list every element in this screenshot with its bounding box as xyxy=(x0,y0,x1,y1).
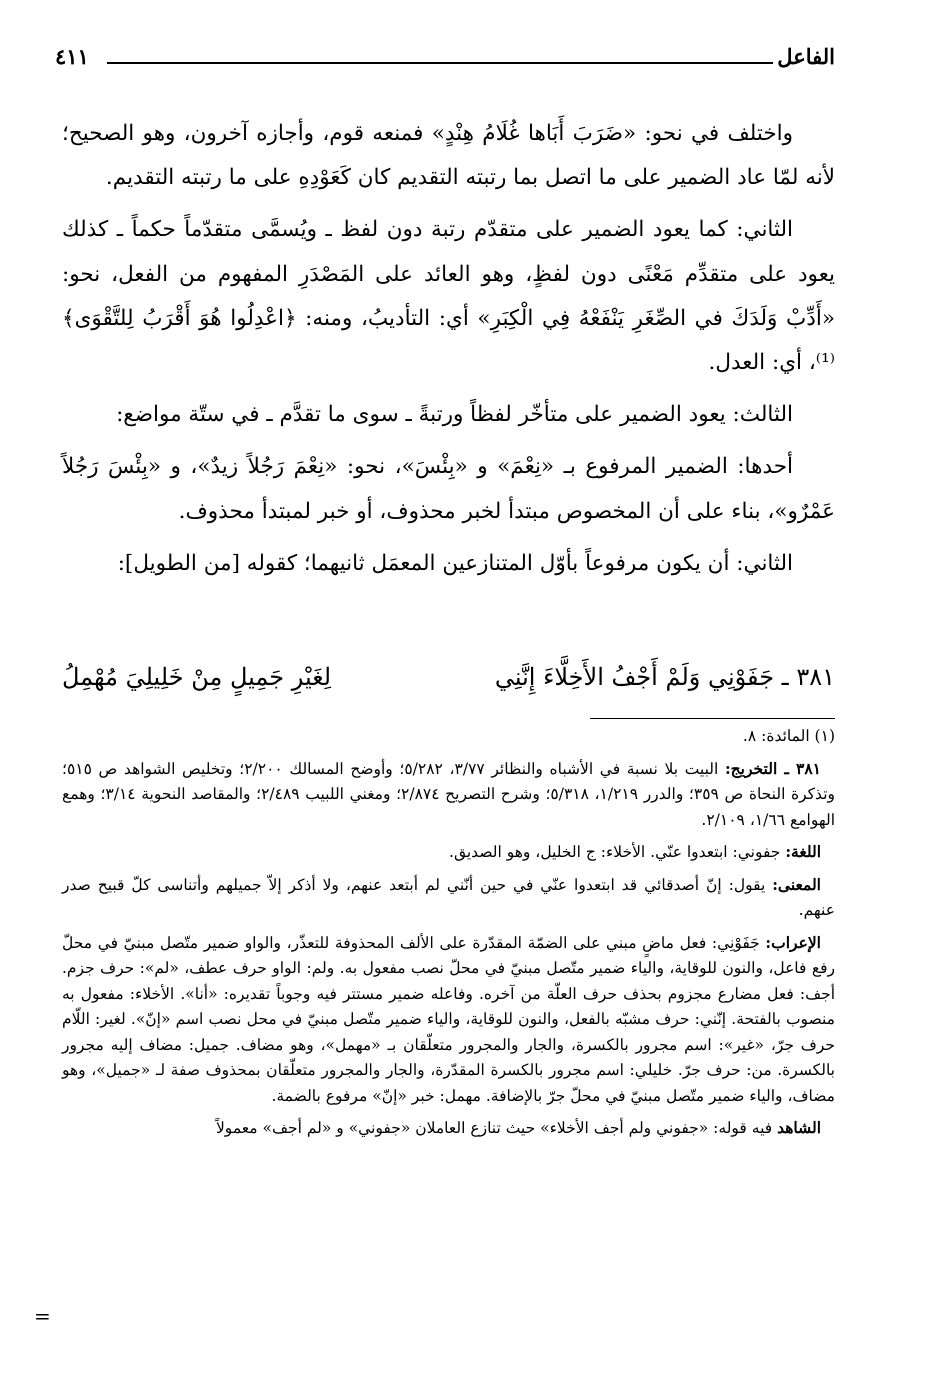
note-maana xyxy=(62,872,835,924)
note-shahid xyxy=(62,1115,835,1142)
paragraph-third: الثالث: يعود الضمير على متأخّر لفظاً ورتبةً ـ سوى ما تقدَّم ـ في ستّة مواضع: xyxy=(116,402,793,428)
paragraph-ikhtilaf: واختلف في نحو: «ضَرَبَ أَبَاها غُلَامُ هِنْدٍ» فمنعه قوم، وأجازه آخرون، وهو الصحيح؛ لأنه لمّا عاد الضمير على ما اتصل بما رتبته التقديم كان كَعَوْدِهِ على ما رتبته التقديم. xyxy=(62,121,835,191)
header-rule xyxy=(107,62,773,64)
note-irab xyxy=(62,930,835,1110)
verse-second-hemistich: لِغَيْرِ جَمِيلٍ مِنْ خَلِيلِيَ مُهْمِلُ xyxy=(62,663,332,691)
paragraph-second-case: الثاني: أن يكون مرفوعاً بأوّل المتنازعين المعمَل ثانيهما؛ كقوله [من الطويل]: xyxy=(117,550,793,576)
verse-first-hemistich: ٣٨١ ـ جَفَوْنِي وَلَمْ أَجْفُ الأَخِلَّاءَ إِنَّنِي xyxy=(494,663,835,691)
paragraph-second: الثاني: كما يعود الضمير على متقدّم رتبة دون لفظ ـ ويُسمَّى متقدّماً حكماً ـ كذلك يعود على متقدِّم مَعْنًى دون لفظٍ، وهو العائد على المَصْدَرِ المفهوم من الفعل، نحو: «أَدِّبْ وَلَدَكَ في الصِّغَرِ يَنْفَعْهُ فِي الْكِبَرِ» أي: التأديبُ، ومنه: ﴿اعْدِلُوا هُوَ أَقْرَبُ لِلتَّقْوَى﴾⁽¹⁾، أي: العدل. xyxy=(62,217,835,376)
maana-label: المعنى: xyxy=(772,874,821,894)
shahid-text: فيه قوله: «جفوني ولم أجف الأخلاء» حيث تنازع العاملان «جفوني» و «لم أجف» معمولاً xyxy=(215,1119,773,1137)
irab-label: الإعراب: xyxy=(765,932,821,952)
takhrij-label: ٣٨١ ـ التخريج: xyxy=(724,758,821,778)
note-lugha xyxy=(62,839,835,866)
shahid-label: الشاهد xyxy=(777,1118,821,1137)
chapter-title: الفاعل xyxy=(777,44,835,69)
footnotes xyxy=(62,724,835,1148)
lugha-label: اللغة: xyxy=(785,842,821,861)
irab-text: جَفَوْنِي: فعل ماضٍ مبني على الضمّة المقدّرة على الألف المحذوفة للتعذّر، والواو ضمير متّصل مبنيّ في محلّ رفع فاعل، والنون للوقاية، والياء ضمير متّصل مبنيّ في محلّ نصب مفعول به. ولم: الواو حرف عطف، «لم»: حرف جزم. أجف: فعل مضارع مجزوم بحذف حرف العلّة من آخره. وفاعله ضمير مستتر فيه وجوباً تقديره: «أنا». الأخلاء: مفعول به منصوب بالفتحة. إنّني: حرف مشبّه بالفعل، والنون للوقاية، والياء ضمير متّصل مبنيّ في محل نصب اسم «إنّ». لغير: اللّام حرف جرّ، «غير»: اسم مجرور بالكسرة، والجار والمجرور متعلّقان بـ «مهمل»، وهو مضاف. جميل: مضاف إليه مجرور بالكسرة. من: حرف جرّ. خليلي: اسم مجرور بالكسرة المقدّرة، والجار والمجرور متعلّقان بمحذوف صفة لـ «جميل»، وهو مضاف، والياء ضمير متّصل مبنيّ في محلّ جرّ بالإضافة. مهمل: خبر «إنّ» مرفوع بالضمة. xyxy=(62,933,835,1105)
paragraph-first-case: أحدها: الضمير المرفوع بـ «نِعْمَ» و «بِئْسَ»، نحو: «نِعْمَ رَجُلاً زيدٌ»، و «بِئْسَ رَجُلاً عَمْرٌو»، بناء على أن المخصوص مبتدأ لخبر محذوف، أو خبر لمبتدأ محذوف. xyxy=(62,454,835,524)
takhrij-text: البيت بلا نسبة في الأشباه والنظائر ٣/٧٧، ٥/٢٨٢؛ وأوضح المسالك ٢/٢٠٠؛ وتخليص الشواهد ص ٥١٥؛ وتذكرة النحاة ص ٣٥٩؛ والدرر ١/٢١٩، ٥/٣١٨؛ وشرح التصريح ٢/٨٧٤؛ ومغني اللبيب ٢/٤٨٩؛ والمقاصد النحوية ٣/١٤؛ وهمع الهوامع ١/٦٦، ٢/١٠٩. xyxy=(62,759,835,829)
running-header xyxy=(55,44,835,84)
lugha-text: جفوني: ابتعدوا عنّي. الأخلاء: ج الخليل، وهو الصديق. xyxy=(449,843,781,861)
poetry-verse xyxy=(62,663,835,707)
note-takhrij xyxy=(62,756,835,834)
continuation-mark: = xyxy=(34,1304,51,1328)
maana-text: يقول: إنّ أصدقائي قد ابتعدوا عنّي في حين أنّني لم أبتعد عنهم، ولا أذكر إلاّ جميلهم وأتناسى كلّ قبيح صدر عنهم. xyxy=(62,875,835,919)
footnote-rule xyxy=(590,718,835,719)
main-text xyxy=(62,112,835,594)
page-number: ٤١١ xyxy=(55,44,89,69)
footnote-1: (١) المائدة: ٨. xyxy=(742,727,835,745)
